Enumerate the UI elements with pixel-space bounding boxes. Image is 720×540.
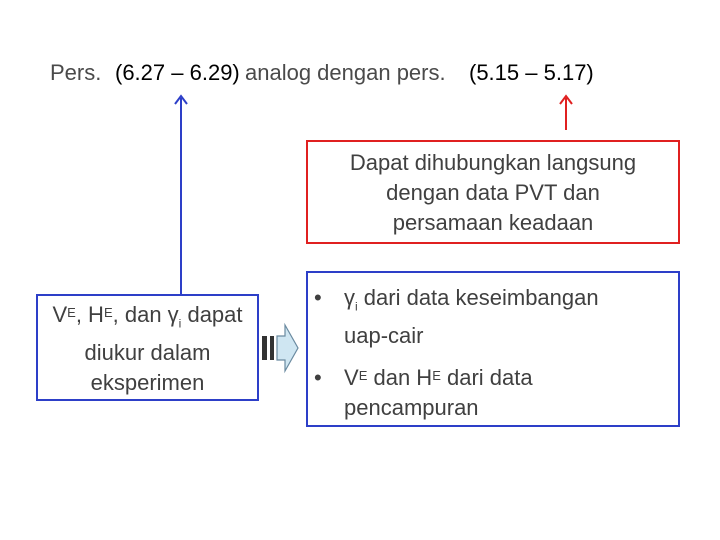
equation-range-left: (6.27 – 6.29) — [115, 60, 240, 85]
measurement-line-2: diukur dalam — [84, 340, 211, 366]
red-box-line-1: Dapat dihubungkan langsung — [349, 150, 637, 175]
measurement-line-3: eksperimen — [90, 370, 205, 396]
block-right-arrow — [262, 325, 298, 371]
red-box-line-2: dengan data PVT dan — [386, 180, 600, 205]
pvt-relation-box — [306, 140, 680, 244]
measurement-box — [36, 294, 259, 401]
data-sources-box: • $\gamma_i$ dari data keseimbangan uap-cair • $V^E$ dan $H^E$ dari data pencampuran — [306, 271, 680, 427]
bullet-glyph: • — [314, 285, 322, 310]
bullet-glyph: • — [314, 365, 322, 390]
measurement-line-1: $V^E$, $H^E$, dan $\gamma_i$ dapat — [52, 302, 243, 331]
equation-range-right: (5.15 – 5.17) — [469, 60, 594, 85]
analog-text: analog dengan pers. — [245, 60, 446, 85]
red-box-line-3: persamaan keadaan — [392, 210, 594, 235]
pers-prefix-text: Pers. — [50, 60, 102, 85]
